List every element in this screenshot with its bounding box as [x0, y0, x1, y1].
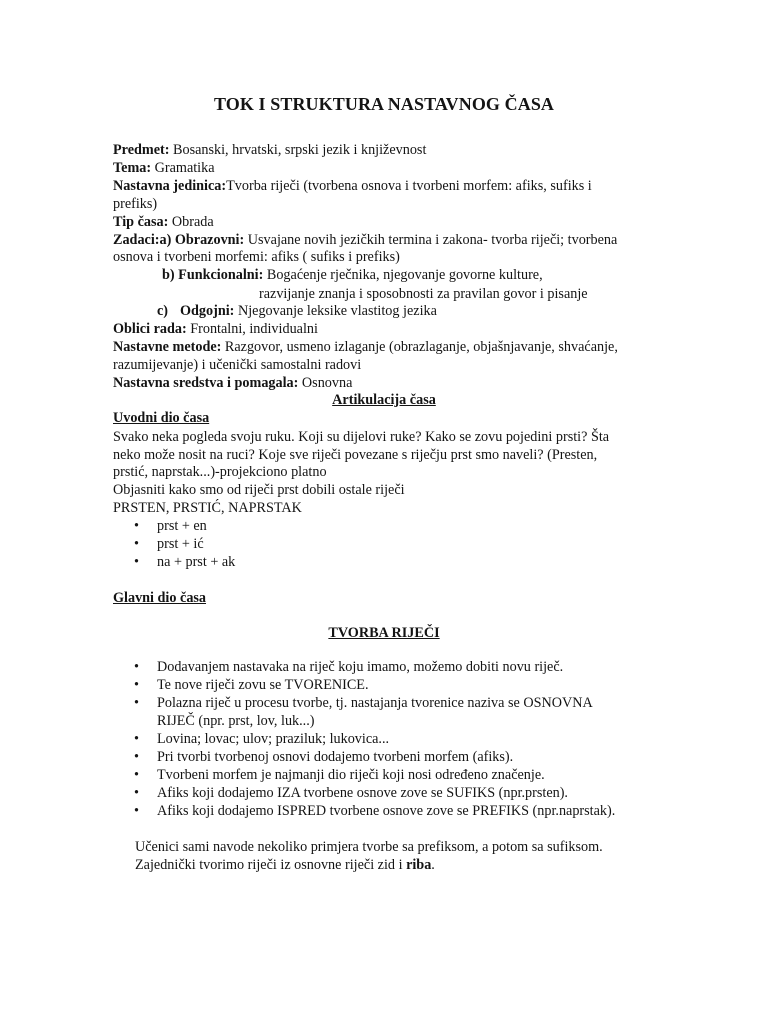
metode-label: Nastavne metode:	[113, 339, 222, 355]
list-item: Polazna riječ u procesu tvorbe, tj. nastajanja tvorenice naziva se OSNOVNA	[157, 695, 593, 711]
uvodni-line: PRSTEN, PRSTIĆ, NAPRSTAK	[113, 500, 302, 516]
zadaci-continuation: osnova i tvorbeni morfemi: afiks ( sufiks i prefiks)	[113, 249, 400, 265]
list-item: prst + ić	[157, 536, 204, 552]
list-item: Te nove riječi zovu se TVORENICE.	[157, 677, 369, 693]
odgojni-value: Njegovanje leksike vlastitog jezika	[234, 303, 437, 319]
sredstva-line	[113, 374, 352, 392]
page-title: TOK I STRUKTURA NASTAVNOG ČASA	[213, 94, 555, 114]
tema-line	[113, 159, 215, 177]
bullet-glyph: •	[134, 749, 139, 765]
tema-value: Gramatika	[151, 160, 215, 176]
bullet-glyph: •	[134, 767, 139, 783]
predmet-line	[113, 141, 426, 159]
zadaci-label: Zadaci:a) Obrazovni:	[113, 232, 245, 248]
funkcionalni-continuation: razvijanje znanja i sposobnosti za pravilan govor i pisanje	[259, 286, 588, 302]
bullet-glyph: •	[134, 536, 139, 552]
jedinica-continuation: prefiks)	[113, 196, 158, 212]
oblici-line	[113, 320, 318, 338]
list-item: na + prst + ak	[157, 554, 236, 570]
list-item: Lovina; lovac; ulov; praziluk; lukovica...	[157, 731, 390, 747]
jedinica-line	[113, 177, 592, 195]
uvodni-line: Objasniti kako smo od riječi prst dobili ostale riječi	[113, 482, 405, 498]
odgojni-marker: c)	[157, 303, 169, 319]
closing-line	[135, 856, 435, 874]
uvodni-line: Svako neka pogleda svoju ruku. Koji su dijelovi ruke? Kako se zovu pojedini prsti? Šta	[113, 429, 610, 445]
metode-continuation: razumijevanje) i učenički samostalni radovi	[113, 357, 362, 373]
list-item-continuation: RIJEČ (npr. prst, lov, luk...)	[157, 713, 315, 729]
zadaci-value: Usvajane novih jezičkih termina i zakona- tvorba riječi; tvorbena	[244, 232, 618, 248]
list-item: Pri tvorbi tvorbenoj osnovi dodajemo tvorbeni morfem (afiks).	[157, 749, 514, 765]
odgojni-line	[157, 302, 437, 320]
sredstva-label: Nastavna sredstva i pomagala:	[113, 375, 299, 391]
predmet-value: Bosanski, hrvatski, srpski jezik i književnost	[169, 142, 427, 158]
metode-line	[113, 338, 618, 356]
bullet-glyph: •	[134, 785, 139, 801]
metode-value: Razgovor, usmeno izlaganje (obrazlaganje, objašnjavanje, shvaćanje,	[221, 339, 618, 355]
funkcionalni-line	[162, 266, 543, 284]
list-item: Dodavanjem nastavaka na riječ koju imamo, možemo dobiti novu riječ.	[157, 659, 564, 675]
tvorba-heading: TVORBA RIJEČI	[328, 625, 440, 641]
closing-bold-word: riba	[406, 857, 432, 873]
bullet-glyph: •	[134, 731, 139, 747]
bullet-glyph: •	[134, 554, 139, 570]
list-item: Tvorbeni morfem je najmanji dio riječi koji nosi određeno značenje.	[157, 767, 545, 783]
closing-text: Zajednički tvorimo riječi iz osnovne riječi zid i	[135, 857, 407, 873]
funkcionalni-value: Bogaćenje rječnika, njegovanje govorne kulture,	[263, 267, 543, 283]
funkcionalni-label: b) Funkcionalni:	[162, 267, 264, 283]
tip-line	[113, 213, 214, 231]
list-item: Afiks koji dodajemo ISPRED tvorbene osnove zove se PREFIKS (npr.naprstak).	[157, 803, 616, 819]
jedinica-value: Tvorba riječi (tvorbena osnova i tvorbeni morfem: afiks, sufiks i	[226, 178, 592, 194]
closing-period: .	[431, 857, 435, 873]
bullet-glyph: •	[134, 695, 139, 711]
list-item: Afiks koji dodajemo IZA tvorbene osnove zove se SUFIKS (npr.prsten).	[157, 785, 568, 801]
bullet-glyph: •	[134, 518, 139, 534]
closing-line: Učenici sami navode nekoliko primjera tvorbe sa prefiksom, a potom sa sufiksom.	[135, 839, 603, 855]
tip-value: Obrada	[168, 214, 214, 230]
jedinica-label: Nastavna jedinica:	[113, 178, 227, 194]
sredstva-value: Osnovna	[298, 375, 353, 391]
bullet-glyph: •	[134, 659, 139, 675]
uvodni-heading: Uvodni dio časa	[113, 410, 210, 426]
oblici-value: Frontalni, individualni	[186, 321, 318, 337]
oblici-label: Oblici rada:	[113, 321, 187, 337]
artikulacija-heading: Artikulacija časa	[332, 392, 436, 408]
list-item: prst + en	[157, 518, 207, 534]
uvodni-line: neko može nosit na ruci? Koje sve riječi povezane s riječju prst smo naveli? (Presten,	[113, 447, 598, 463]
bullet-glyph: •	[134, 677, 139, 693]
tema-label: Tema:	[113, 160, 152, 176]
predmet-label: Predmet:	[113, 142, 170, 158]
bullet-glyph: •	[134, 803, 139, 819]
tip-label: Tip časa:	[113, 214, 169, 230]
odgojni-label: Odgojni:	[180, 303, 235, 319]
zadaci-line	[113, 231, 617, 249]
glavni-heading: Glavni dio časa	[113, 590, 207, 606]
uvodni-line: prstić, naprstak...)-projekciono platno	[113, 464, 327, 480]
